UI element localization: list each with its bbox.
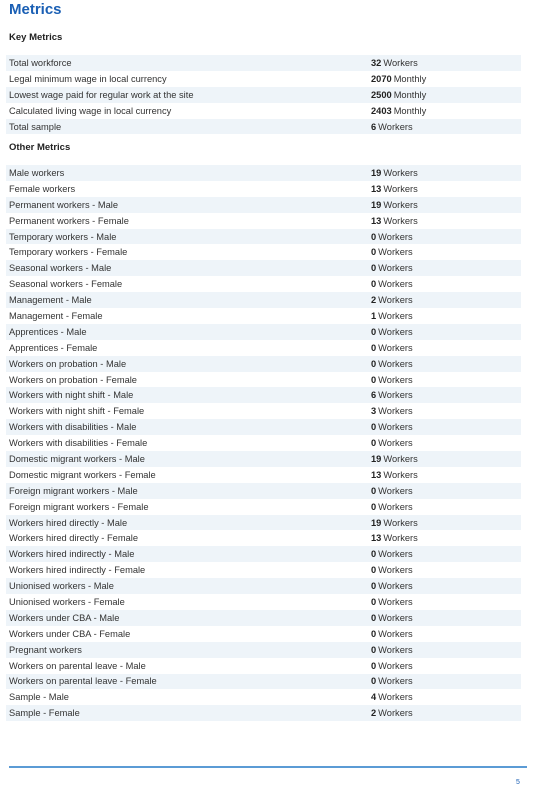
metric-label: Workers on parental leave - Male <box>9 660 146 671</box>
metric-unit: Monthly <box>393 105 427 116</box>
metric-value <box>371 232 521 242</box>
metric-number: 19 <box>371 167 382 178</box>
metric-label: Workers on probation - Female <box>9 374 137 385</box>
metric-unit: Workers <box>383 167 418 178</box>
metric-label: Workers under CBA - Female <box>9 628 131 639</box>
metric-value <box>371 486 521 496</box>
metric-unit: Workers <box>378 644 413 655</box>
metric-label: Workers with night shift - Female <box>9 406 145 417</box>
metric-unit: Monthly <box>393 73 427 84</box>
metric-value <box>371 692 521 702</box>
metric-value <box>371 58 521 68</box>
table-row <box>6 356 521 372</box>
metric-label: Seasonal workers - Female <box>9 279 123 290</box>
metric-unit: Workers <box>383 533 418 544</box>
metric-unit: Workers <box>378 628 413 639</box>
metric-value <box>371 565 521 575</box>
metric-value <box>371 263 521 273</box>
metric-value <box>371 629 521 639</box>
metric-number: 0 <box>371 358 377 369</box>
metric-unit: Monthly <box>393 89 427 100</box>
table-row <box>6 419 521 435</box>
table-row <box>6 499 521 515</box>
metric-unit: Workers <box>383 469 418 480</box>
metric-unit: Workers <box>378 660 413 671</box>
table-row <box>6 197 521 213</box>
metric-unit: Workers <box>378 501 413 512</box>
metric-number: 6 <box>371 390 377 401</box>
metric-label: Foreign migrant workers - Male <box>9 485 138 496</box>
metric-label: Apprentices - Female <box>9 342 98 353</box>
metric-unit: Workers <box>378 390 413 401</box>
table-row <box>6 340 521 356</box>
metric-value <box>371 279 521 289</box>
metric-label: Seasonal workers - Male <box>9 263 112 274</box>
metric-label: Management - Female <box>9 310 103 321</box>
table-row <box>6 181 521 197</box>
metric-unit: Workers <box>378 263 413 274</box>
metric-value <box>371 438 521 448</box>
metric-number: 0 <box>371 644 377 655</box>
table-row <box>6 244 521 260</box>
metric-number: 0 <box>371 581 377 592</box>
table-row <box>6 451 521 467</box>
table-row <box>6 372 521 388</box>
metric-value <box>371 390 521 400</box>
metric-unit: Workers <box>383 183 418 194</box>
metric-number: 0 <box>371 628 377 639</box>
metric-number: 13 <box>371 469 382 480</box>
metric-number: 0 <box>371 422 377 433</box>
table-row <box>6 55 521 71</box>
metric-unit: Workers <box>378 295 413 306</box>
table-row <box>6 324 521 340</box>
metric-label: Pregnant workers <box>9 644 82 655</box>
table-row <box>6 87 521 103</box>
metric-label: Total workforce <box>9 57 72 68</box>
metric-value <box>371 359 521 369</box>
metric-number: 13 <box>371 215 382 226</box>
metric-number: 3 <box>371 406 377 417</box>
metric-label: Workers under CBA - Male <box>9 612 120 623</box>
metric-number: 0 <box>371 374 377 385</box>
metric-unit: Workers <box>378 358 413 369</box>
metric-number: 0 <box>371 676 377 687</box>
metric-value <box>371 295 521 305</box>
metric-value <box>371 581 521 591</box>
table-row <box>6 213 521 229</box>
metric-label: Sample - Female <box>9 708 80 719</box>
metric-value <box>371 122 521 132</box>
metric-label: Workers with disabilities - Male <box>9 422 137 433</box>
table-row <box>6 705 521 721</box>
metric-number: 19 <box>371 517 382 528</box>
key-metrics-table <box>6 55 521 134</box>
metric-label: Apprentices - Male <box>9 326 87 337</box>
key-metrics-heading: Key Metrics <box>9 32 63 43</box>
metric-unit: Workers <box>378 708 413 719</box>
table-row <box>6 260 521 276</box>
metric-number: 0 <box>371 231 377 242</box>
metric-unit: Workers <box>378 231 413 242</box>
metric-number: 13 <box>371 533 382 544</box>
metric-value <box>371 613 521 623</box>
table-row <box>6 308 521 324</box>
other-metrics-table <box>6 165 521 721</box>
table-row <box>6 578 521 594</box>
metric-number: 0 <box>371 485 377 496</box>
metric-value <box>371 327 521 337</box>
metric-value <box>371 184 521 194</box>
metric-value <box>371 533 521 543</box>
metric-number: 0 <box>371 263 377 274</box>
metric-label: Male workers <box>9 167 65 178</box>
metric-label: Female workers <box>9 183 76 194</box>
table-row <box>6 103 521 119</box>
metric-value <box>371 106 521 116</box>
metric-unit: Workers <box>378 549 413 560</box>
table-row <box>6 674 521 690</box>
metric-label: Temporary workers - Male <box>9 231 117 242</box>
metric-label: Total sample <box>9 121 62 132</box>
metric-number: 0 <box>371 501 377 512</box>
metric-unit: Workers <box>378 596 413 607</box>
metric-unit: Workers <box>378 422 413 433</box>
metric-value <box>371 470 521 480</box>
table-row <box>6 610 521 626</box>
metric-value <box>371 645 521 655</box>
metric-number: 0 <box>371 438 377 449</box>
metric-value <box>371 406 521 416</box>
table-row <box>6 71 521 87</box>
metric-number: 0 <box>371 565 377 576</box>
metric-value <box>371 661 521 671</box>
metric-unit: Workers <box>378 247 413 258</box>
metric-unit: Workers <box>378 326 413 337</box>
metric-label: Workers hired indirectly - Male <box>9 549 135 560</box>
metric-unit: Workers <box>378 342 413 353</box>
table-row <box>6 530 521 546</box>
metric-label: Sample - Male <box>9 692 69 703</box>
metric-number: 0 <box>371 549 377 560</box>
metric-number: 1 <box>371 310 377 321</box>
metric-unit: Workers <box>378 485 413 496</box>
table-row <box>6 467 521 483</box>
metric-label: Foreign migrant workers - Female <box>9 501 149 512</box>
metric-value <box>371 311 521 321</box>
metric-unit: Workers <box>378 406 413 417</box>
table-row <box>6 594 521 610</box>
metric-label: Workers hired directly - Male <box>9 517 128 528</box>
metric-label: Domestic migrant workers - Male <box>9 453 145 464</box>
other-metrics-heading: Other Metrics <box>9 142 71 153</box>
metric-unit: Workers <box>378 279 413 290</box>
metric-value <box>371 422 521 432</box>
metric-number: 4 <box>371 692 377 703</box>
table-row <box>6 642 521 658</box>
metric-number: 2 <box>371 295 377 306</box>
metric-value <box>371 597 521 607</box>
metric-number: 0 <box>371 247 377 258</box>
metric-number: 2 <box>371 708 377 719</box>
metric-label: Unionised workers - Male <box>9 581 114 592</box>
table-row <box>6 626 521 642</box>
table-row <box>6 119 521 135</box>
table-row <box>6 483 521 499</box>
metric-label: Calculated living wage in local currency <box>9 105 172 116</box>
metric-unit: Workers <box>378 310 413 321</box>
metric-unit: Workers <box>378 612 413 623</box>
metric-value <box>371 168 521 178</box>
table-row <box>6 546 521 562</box>
metric-label: Domestic migrant workers - Female <box>9 469 156 480</box>
metric-number: 0 <box>371 612 377 623</box>
metric-value <box>371 343 521 353</box>
table-row <box>6 276 521 292</box>
table-row <box>6 435 521 451</box>
table-row <box>6 292 521 308</box>
metric-label: Permanent workers - Male <box>9 199 119 210</box>
metric-number: 0 <box>371 326 377 337</box>
metric-unit: Workers <box>383 199 418 210</box>
metric-value <box>371 518 521 528</box>
metric-unit: Workers <box>383 215 418 226</box>
metric-label: Workers hired directly - Female <box>9 533 138 544</box>
metric-label: Workers with disabilities - Female <box>9 438 148 449</box>
metric-number: 19 <box>371 199 382 210</box>
metric-number: 2403 <box>371 105 392 116</box>
metric-label: Unionised workers - Female <box>9 596 125 607</box>
metric-value <box>371 454 521 464</box>
table-row <box>6 658 521 674</box>
page-number: 5 <box>516 779 520 786</box>
footer-divider <box>9 766 527 768</box>
metric-number: 2500 <box>371 89 392 100</box>
metric-unit: Workers <box>378 121 413 132</box>
metric-number: 0 <box>371 596 377 607</box>
metric-value <box>371 676 521 686</box>
metric-unit: Workers <box>378 692 413 703</box>
metric-number: 32 <box>371 57 382 68</box>
metric-value <box>371 549 521 559</box>
metric-label: Management - Male <box>9 295 92 306</box>
table-row <box>6 387 521 403</box>
metric-value <box>371 247 521 257</box>
table-row <box>6 689 521 705</box>
metric-label: Legal minimum wage in local currency <box>9 73 167 84</box>
metric-label: Temporary workers - Female <box>9 247 128 258</box>
metric-number: 2070 <box>371 73 392 84</box>
metric-number: 0 <box>371 660 377 671</box>
metric-value <box>371 502 521 512</box>
metric-number: 19 <box>371 453 382 464</box>
metric-number: 0 <box>371 342 377 353</box>
metric-label: Workers on parental leave - Female <box>9 676 157 687</box>
metric-value <box>371 90 521 100</box>
metric-value <box>371 708 521 718</box>
metric-unit: Workers <box>383 57 418 68</box>
metric-number: 0 <box>371 279 377 290</box>
metric-unit: Workers <box>378 374 413 385</box>
metric-label: Workers hired indirectly - Female <box>9 565 146 576</box>
metric-unit: Workers <box>378 676 413 687</box>
metric-value <box>371 200 521 210</box>
table-row <box>6 515 521 531</box>
page-title: Metrics <box>9 1 62 18</box>
metric-value <box>371 74 521 84</box>
metric-unit: Workers <box>378 581 413 592</box>
metric-number: 6 <box>371 121 377 132</box>
table-row <box>6 165 521 181</box>
metric-unit: Workers <box>378 565 413 576</box>
metric-unit: Workers <box>378 438 413 449</box>
metric-number: 13 <box>371 183 382 194</box>
table-row <box>6 403 521 419</box>
metric-label: Permanent workers - Female <box>9 215 129 226</box>
metric-value <box>371 375 521 385</box>
metric-label: Lowest wage paid for regular work at the site <box>9 89 194 100</box>
metric-unit: Workers <box>383 453 418 464</box>
metric-value <box>371 216 521 226</box>
table-row <box>6 229 521 245</box>
metric-unit: Workers <box>383 517 418 528</box>
metric-label: Workers with night shift - Male <box>9 390 134 401</box>
table-row <box>6 562 521 578</box>
metric-label: Workers on probation - Male <box>9 358 127 369</box>
